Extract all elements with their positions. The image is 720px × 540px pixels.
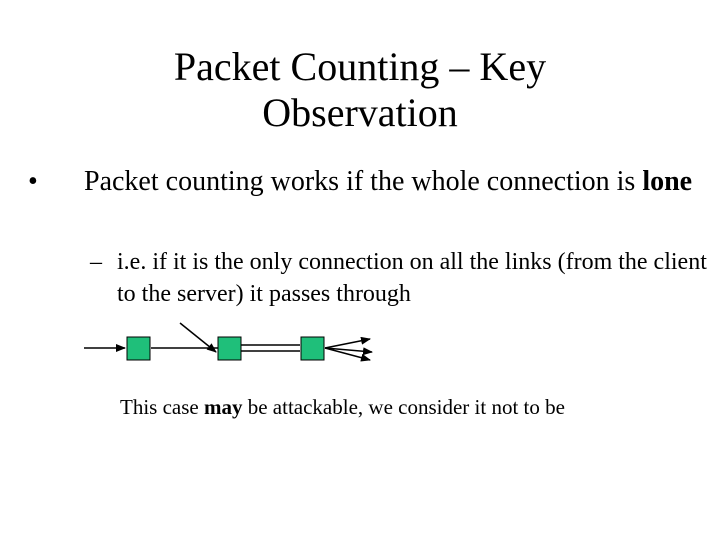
title-line-2: Observation bbox=[262, 90, 458, 135]
title-line-1: Packet Counting – Key bbox=[173, 44, 547, 89]
bullet-text-plain: Packet counting works if the whole connection is bbox=[84, 166, 643, 197]
router-node-3 bbox=[301, 337, 324, 360]
caption bbox=[120, 394, 680, 420]
router-node-1 bbox=[127, 337, 150, 360]
sub-bullet-marker: – bbox=[90, 249, 102, 275]
bullet-marker: • bbox=[28, 166, 38, 197]
sub-bullet-text: i.e. if it is the only connection on all the links (from the client to the server) it passes through bbox=[117, 249, 707, 307]
bullet-text-bold: lone bbox=[642, 166, 693, 197]
router-node-2 bbox=[218, 337, 241, 360]
caption-before: This case bbox=[120, 395, 204, 419]
caption-bold: may bbox=[203, 395, 243, 419]
outgoing-arrow-up bbox=[325, 339, 370, 348]
caption-after: be attackable, we consider it not to be bbox=[242, 395, 565, 419]
